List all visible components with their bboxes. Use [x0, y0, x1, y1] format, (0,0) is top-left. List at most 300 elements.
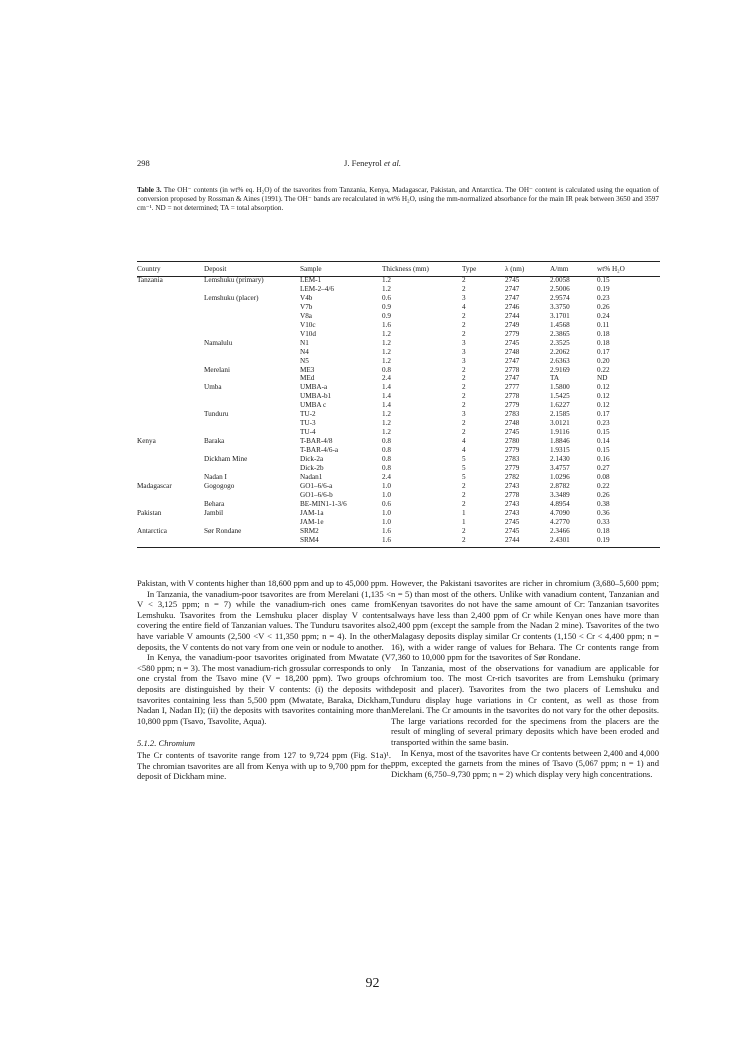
- table-cell: N4: [300, 347, 309, 356]
- table-cell: [204, 357, 300, 366]
- table-cell: 2783: [505, 410, 520, 419]
- table-cell: 2.3525: [550, 338, 570, 347]
- table-cell: [204, 464, 300, 473]
- table-row: [137, 294, 660, 303]
- table-caption-label: Table 3.: [137, 186, 162, 194]
- table-cell: 2: [462, 535, 466, 544]
- table-cell: 2: [462, 490, 466, 499]
- table-cell: 0.36: [597, 508, 610, 517]
- paragraph: In Kenya, most of the tsavorites have Cr contents between 2,400 and 4,000 ppm, excepted the garnets from the mines of Tsavo (5,067 ppm; n = 1) and Dickham (6,750–9,730 ppm; n = 2) which display very high concentrations.: [391, 747, 659, 779]
- table-cell: 2.1430: [550, 455, 570, 464]
- table-cell: 0.8: [382, 437, 391, 446]
- table-cell: 2.6363: [550, 356, 570, 365]
- table-cell: Sør Rondane: [204, 526, 242, 535]
- table-cell: 2: [462, 526, 466, 535]
- table-cell: Nadan1: [300, 472, 323, 481]
- table-body: [137, 276, 660, 545]
- table-cell: 0.22: [597, 481, 610, 490]
- column-header: A/mm: [550, 265, 569, 273]
- table-cell: 1.4: [382, 392, 391, 401]
- table-cell: [204, 285, 300, 294]
- table-cell: 1.4: [382, 383, 391, 392]
- column-header: Deposit: [204, 265, 227, 273]
- table-cell: Antarctica: [137, 526, 167, 535]
- table-cell: 2743: [505, 508, 520, 517]
- table-cell: [204, 321, 300, 330]
- table-cell: 2.4: [382, 472, 391, 481]
- table-cell: 2: [462, 392, 466, 401]
- table-cell: 2: [462, 401, 466, 410]
- table-row: [137, 464, 660, 473]
- table-cell: 2.8782: [550, 481, 570, 490]
- table-cell: 2: [462, 276, 466, 284]
- table-cell: Jambil: [204, 508, 224, 517]
- table-cell: 2: [462, 419, 466, 428]
- table-row: [137, 312, 660, 321]
- table-cell: 3.4757: [550, 464, 570, 473]
- table-cell: 2747: [505, 293, 520, 302]
- table-cell: 3.3750: [550, 302, 570, 311]
- running-head: [0, 158, 745, 168]
- table-cell: 1.6: [382, 526, 391, 535]
- table-cell: Umba: [204, 383, 222, 392]
- table-cell: 3: [462, 410, 466, 419]
- table-row: [137, 527, 660, 536]
- table-cell: [137, 455, 204, 464]
- table-cell: SRM4: [300, 535, 319, 544]
- table-cell: Gogogogo: [204, 481, 235, 490]
- table-cell: 0.26: [597, 490, 610, 499]
- table-row: [137, 366, 660, 375]
- table-cell: [137, 312, 204, 321]
- table-row: [137, 446, 660, 455]
- table-cell: 3.3489: [550, 490, 570, 499]
- table-cell: 1.6: [382, 320, 391, 329]
- table-cell: [137, 473, 204, 482]
- table-cell: [204, 536, 300, 545]
- table-bottom-rule: [137, 547, 660, 548]
- table-cell: 1.2: [382, 276, 391, 284]
- table-cell: 1.9315: [550, 446, 570, 455]
- table-cell: Pakistan: [137, 508, 162, 517]
- table-row: [137, 500, 660, 509]
- table-cell: 5: [462, 464, 466, 473]
- table-cell: 2777: [505, 383, 520, 392]
- paragraph: In Tanzania, the vanadium-poor tsavorites are from Merelani (1,135 < V < 3,125 ppm; n = 7) while the vanadium-rich ones came from Lemshuku. Tsavorites from the Lemshuku placer display V contents covering the entire field of Tanzanian values. The Tunduru tsavorites also have variable V amounts (2,500 <V < 11,350 ppm; n = 4). In the other deposits, the V contents do not vary from one vein or nodule to another.: [137, 588, 391, 652]
- table-cell: 3: [462, 347, 466, 356]
- table-row: [137, 357, 660, 366]
- table-row: [137, 437, 660, 446]
- table-cell: 0.23: [597, 293, 610, 302]
- table-cell: [137, 536, 204, 545]
- table-cell: 2.9169: [550, 365, 570, 374]
- table-cell: 0.18: [597, 329, 610, 338]
- table-cell: GO1–6/6-b: [300, 490, 333, 499]
- table-cell: 0.17: [597, 347, 610, 356]
- table-cell: ME3: [300, 365, 315, 374]
- table-cell: 0.14: [597, 437, 610, 446]
- table-cell: 0.23: [597, 419, 610, 428]
- table-cell: 2.4: [382, 374, 391, 383]
- table-cell: 0.27: [597, 464, 610, 473]
- table-cell: 2: [462, 428, 466, 437]
- table-cell: Dick-2b: [300, 464, 324, 473]
- table-cell: [137, 401, 204, 410]
- table-cell: JAM-1a: [300, 508, 324, 517]
- table-cell: V7b: [300, 302, 313, 311]
- table-row: [137, 428, 660, 437]
- table-cell: 0.6: [382, 499, 391, 508]
- table-cell: [137, 491, 204, 500]
- table-cell: [137, 464, 204, 473]
- table-cell: UMBA c: [300, 401, 327, 410]
- table-cell: 1.8846: [550, 437, 570, 446]
- table-cell: 0.33: [597, 517, 610, 526]
- paragraph: In Tanzania, most of the observations for vanadium are applicable for chromium too. The most Cr-rich tsavorites are from Lemshuku (primary deposit and placer). Tsavorites from the two placers of Lemshuku and Tunduru display huge variations in Cr content, as well as those from Merelani. The Cr amounts in the tsavorites do not vary for the other deposits. The large variations recorded for the specimens from the placers are the result of mingling of several primary deposits which have been eroded and transported within the same basin.: [391, 662, 659, 747]
- table-row: [137, 348, 660, 357]
- table-cell: 1.0: [382, 517, 391, 526]
- table-cell: N5: [300, 356, 309, 365]
- section-heading: 5.1.2. Chromium: [137, 738, 195, 749]
- table-cell: UMBA-a: [300, 383, 328, 392]
- paragraph: In Kenya, the vanadium-poor tsavorites originated from Mwatate (V <580 ppm; n = 3). The most vanadium-rich grossular corresponds to only one crystal from the Tsavo mine (V = 18,200 ppm). Two groups of deposits are distinguished by their V contents: (i) the deposits with tsavorites containing less than 5,500 ppm (Mwatate, Baraka, Dickham, Nadan I, Nadan II); (ii) the deposits with tsavorites containing more than 10,800 ppm (Tsavo, Tsavolite, Aqua).: [137, 652, 391, 726]
- table-cell: 1.2: [382, 347, 391, 356]
- table-cell: 2: [462, 383, 466, 392]
- table-cell: 2: [462, 499, 466, 508]
- table-cell: 0.24: [597, 311, 610, 320]
- table-row: [137, 321, 660, 330]
- table-row: [137, 276, 660, 285]
- table-cell: 0.12: [597, 383, 610, 392]
- running-head-author: J. Feneyrol: [344, 158, 384, 168]
- table-cell: 0.8: [382, 464, 391, 473]
- table-cell: N1: [300, 338, 309, 347]
- table-cell: Nadan I: [204, 472, 227, 481]
- table-cell: 2.0058: [550, 276, 570, 284]
- table-cell: 2745: [505, 428, 520, 437]
- table-cell: 4.8954: [550, 499, 570, 508]
- table-cell: [204, 428, 300, 437]
- table-cell: 2.9574: [550, 293, 570, 302]
- table-cell: Baraka: [204, 437, 225, 446]
- table-cell: 0.12: [597, 392, 610, 401]
- table-cell: 0.22: [597, 365, 610, 374]
- column-header: λ (nm): [505, 265, 525, 273]
- table-row: [137, 339, 660, 348]
- table-cell: 0.19: [597, 284, 610, 293]
- table-cell: 2749: [505, 320, 520, 329]
- table-cell: Tanzania: [137, 276, 163, 284]
- table-cell: Lemshuku (placer): [204, 293, 259, 302]
- table-cell: 2780: [505, 437, 520, 446]
- table-cell: 2: [462, 311, 466, 320]
- table-cell: Dickham Mine: [204, 455, 248, 464]
- table-cell: 0.38: [597, 499, 610, 508]
- table-caption: [137, 186, 659, 214]
- table-cell: 2.4301: [550, 535, 570, 544]
- table-row: [137, 303, 660, 312]
- table-cell: 0.8: [382, 455, 391, 464]
- table-cell: Kenya: [137, 437, 156, 446]
- table-cell: Namalulu: [204, 338, 233, 347]
- table-cell: 2: [462, 284, 466, 293]
- table-cell: [137, 330, 204, 339]
- table-cell: 1.2: [382, 410, 391, 419]
- table-cell: Lemshuku (primary): [204, 276, 264, 284]
- table-cell: 2: [462, 365, 466, 374]
- table-cell: 2745: [505, 517, 520, 526]
- table-cell: [137, 500, 204, 509]
- column-header: Type: [462, 265, 477, 273]
- table-row: [137, 491, 660, 500]
- table-cell: ND: [597, 374, 608, 383]
- table-cell: Tunduru: [204, 410, 229, 419]
- table-row: [137, 419, 660, 428]
- table-cell: V10c: [300, 320, 316, 329]
- table-cell: 1.2: [382, 356, 391, 365]
- table-cell: 0.18: [597, 526, 610, 535]
- table-cell: 2: [462, 329, 466, 338]
- table-cell: 3: [462, 338, 466, 347]
- table-cell: 1.5800: [550, 383, 570, 392]
- table-cell: 2.1585: [550, 410, 570, 419]
- table-row: [137, 482, 660, 491]
- table-row: [137, 374, 660, 383]
- table-cell: SRM2: [300, 526, 319, 535]
- table-cell: 1.2: [382, 338, 391, 347]
- table-cell: [204, 330, 300, 339]
- table-row: [137, 410, 660, 419]
- table-row: [137, 285, 660, 294]
- table-cell: 2744: [505, 535, 520, 544]
- column-header: Country: [137, 265, 161, 273]
- table-cell: 0.15: [597, 428, 610, 437]
- table-cell: 2: [462, 481, 466, 490]
- table-cell: 2779: [505, 401, 520, 410]
- table-cell: 0.6: [382, 293, 391, 302]
- table-cell: 2783: [505, 455, 520, 464]
- table-cell: [137, 392, 204, 401]
- right-column: [391, 578, 659, 779]
- table-cell: 2747: [505, 356, 520, 365]
- table-cell: 2746: [505, 302, 520, 311]
- table-cell: 1: [462, 517, 466, 526]
- table-cell: [204, 518, 300, 527]
- table-cell: 2778: [505, 365, 520, 374]
- table-cell: 2745: [505, 338, 520, 347]
- table-cell: [204, 312, 300, 321]
- table-cell: [137, 303, 204, 312]
- table-cell: Behara: [204, 499, 225, 508]
- table-cell: 2.3865: [550, 329, 570, 338]
- table-cell: [137, 446, 204, 455]
- table-cell: TA: [550, 374, 560, 383]
- column-header: Thickness (mm): [382, 265, 429, 273]
- table-cell: 0.17: [597, 410, 610, 419]
- table-cell: GO1–6/6-a: [300, 481, 333, 490]
- paragraph: However, the Pakistani tsavorites are richer in chromium (3,680–5,600 ppm; n = 5) than most of the others. Unlike with vanadium content, Tanzanian and Kenyan tsavorites do not have the same amount of Cr: Tanzanian tsavorites always have less than 2,400 ppm of Cr while Kenyan ones have more than 2,400 ppm (except the sample from the Nadan 2 mine). Tsavorites of the two Malagasy deposits display similar Cr contents (1,150 < Cr < 4,400 ppm; n = 16), with a wider range of values for Behara. The Cr contents range from 7,360 to 10,000 ppm for the tsavorites of Sør Rondane.: [391, 578, 659, 663]
- table-cell: 2778: [505, 392, 520, 401]
- table-cell: 5: [462, 472, 466, 481]
- table-cell: 2.2062: [550, 347, 570, 356]
- table-cell: LEM-2–4/6: [300, 284, 334, 293]
- table-cell: BE-MIN1-1-3/6: [300, 499, 347, 508]
- table-cell: 4.2770: [550, 517, 570, 526]
- table-cell: 1.0: [382, 481, 391, 490]
- oh-contents-table: [137, 262, 660, 545]
- table-cell: 1.2: [382, 284, 391, 293]
- table-cell: 2745: [505, 276, 520, 284]
- table-cell: [204, 374, 300, 383]
- table-cell: 1: [462, 508, 466, 517]
- table-cell: LEM-1: [300, 276, 322, 284]
- table-row: [137, 392, 660, 401]
- table-cell: 1.6: [382, 535, 391, 544]
- table-cell: [137, 374, 204, 383]
- table-cell: 0.19: [597, 535, 610, 544]
- table-cell: T-BAR-4/8: [300, 437, 333, 446]
- table-cell: 0.12: [597, 401, 610, 410]
- table-cell: 4.7090: [550, 508, 570, 517]
- table-cell: 2743: [505, 499, 520, 508]
- table-cell: [204, 491, 300, 500]
- table-cell: UMBA-b1: [300, 392, 332, 401]
- table-cell: 2.5006: [550, 284, 570, 293]
- table-row: [137, 518, 660, 527]
- table-cell: MEd: [300, 374, 315, 383]
- table-row: [137, 509, 660, 518]
- table-cell: 2748: [505, 419, 520, 428]
- table-cell: [137, 419, 204, 428]
- table-cell: 0.20: [597, 356, 610, 365]
- table-cell: [204, 401, 300, 410]
- table-cell: 5: [462, 455, 466, 464]
- table-cell: [137, 518, 204, 527]
- table-cell: 2: [462, 374, 466, 383]
- table-cell: [137, 357, 204, 366]
- table-cell: 2778: [505, 490, 520, 499]
- table-cell: TU-4: [300, 428, 316, 437]
- table-cell: TU-3: [300, 419, 316, 428]
- table-cell: [204, 348, 300, 357]
- paragraph: Pakistan, with V contents higher than 18,600 ppm and up to 45,000 ppm.: [137, 578, 389, 588]
- table-row: [137, 401, 660, 410]
- table-cell: 1.0296: [550, 472, 570, 481]
- table-cell: 2779: [505, 329, 520, 338]
- table-cell: [137, 339, 204, 348]
- table-cell: 0.08: [597, 472, 610, 481]
- table-cell: 2745: [505, 526, 520, 535]
- table-cell: 1.2: [382, 428, 391, 437]
- left-column: [137, 578, 391, 782]
- table-cell: [137, 366, 204, 375]
- table-cell: [137, 428, 204, 437]
- table-cell: 4: [462, 446, 466, 455]
- column-header: Sample: [300, 265, 322, 273]
- table-cell: 0.18: [597, 338, 610, 347]
- table-row: [137, 536, 660, 545]
- table-cell: [137, 321, 204, 330]
- table-header-row: [137, 262, 660, 276]
- table-cell: 1.0: [382, 508, 391, 517]
- table-cell: 3: [462, 293, 466, 302]
- table-cell: 2779: [505, 446, 520, 455]
- table-cell: 2: [462, 320, 466, 329]
- page-number: 298: [137, 158, 150, 168]
- table-cell: 2748: [505, 347, 520, 356]
- table-cell: [137, 285, 204, 294]
- table-cell: Merelani: [204, 365, 230, 374]
- table-row: [137, 330, 660, 339]
- table-cell: 1.9116: [550, 428, 570, 437]
- table-cell: 2.3466: [550, 526, 570, 535]
- table-cell: 1.4: [382, 401, 391, 410]
- table-cell: 0.15: [597, 276, 610, 284]
- paragraph: The Cr contents of tsavorite range from 127 to 9,724 ppm (Fig. S1a)¹. The chromian tsavorites are all from Kenya with up to 9,700 ppm for the deposit of Dickham mine.: [137, 749, 391, 782]
- table-cell: 1.2: [382, 329, 391, 338]
- table-cell: V4b: [300, 293, 313, 302]
- table-cell: 0.9: [382, 311, 391, 320]
- table-cell: 0.9: [382, 302, 391, 311]
- table-cell: 2743: [505, 481, 520, 490]
- table-cell: Dick-2a: [300, 455, 324, 464]
- table-cell: 2744: [505, 311, 520, 320]
- table-row: [137, 383, 660, 392]
- table-cell: 4: [462, 437, 466, 446]
- running-head-etal: et al.: [383, 158, 401, 168]
- table-cell: 3.0121: [550, 419, 570, 428]
- table-cell: 2782: [505, 472, 520, 481]
- table-cell: 2779: [505, 464, 520, 473]
- table-row: [137, 455, 660, 464]
- table-cell: 1.2: [382, 419, 391, 428]
- table-cell: [204, 446, 300, 455]
- table-caption-text: The OH⁻ contents (in wt% eq. H₂O) of the tsavorites from Tanzania, Kenya, Madagascar, Pakistan, and Antarctica. The OH⁻ content is calculated using the equation of conversion proposed by Rossman & Aines (1991). The OH⁻ bands are recalculated in wt% H₂O, using the mm-normalized absorbance for the main IR peak between 3650 and 3597 cm⁻¹. ND = not determined; TA = total absorption.: [137, 186, 659, 213]
- table-cell: 0.26: [597, 302, 610, 311]
- table-cell: 1.6227: [550, 401, 570, 410]
- table-cell: 3.1701: [550, 311, 570, 320]
- table-cell: V8a: [300, 311, 312, 320]
- table-cell: [137, 383, 204, 392]
- table-cell: 4: [462, 302, 466, 311]
- table-cell: 0.8: [382, 446, 391, 455]
- table-cell: 1.4568: [550, 320, 570, 329]
- footer-page-number: 92: [365, 976, 380, 991]
- table-cell: 2747: [505, 284, 520, 293]
- table-cell: 3: [462, 356, 466, 365]
- table-cell: [204, 392, 300, 401]
- column-header: wt% H₂O: [597, 265, 625, 273]
- table-cell: 0.11: [597, 320, 610, 329]
- table-cell: [204, 303, 300, 312]
- table-cell: [137, 348, 204, 357]
- table-row: [137, 473, 660, 482]
- table-cell: 0.16: [597, 455, 610, 464]
- table-cell: JAM-1e: [300, 517, 324, 526]
- table-cell: T-BAR-4/6-a: [300, 446, 339, 455]
- table-cell: [204, 419, 300, 428]
- table-cell: TU-2: [300, 410, 316, 419]
- table-cell: 0.15: [597, 446, 610, 455]
- table-cell: 2747: [505, 374, 520, 383]
- table-cell: [137, 410, 204, 419]
- table-cell: [137, 294, 204, 303]
- table-cell: V10d: [300, 329, 316, 338]
- table-cell: 1.5425: [550, 392, 570, 401]
- table-cell: 0.8: [382, 365, 391, 374]
- table-cell: 1.0: [382, 490, 391, 499]
- table-cell: Madagascar: [137, 481, 172, 490]
